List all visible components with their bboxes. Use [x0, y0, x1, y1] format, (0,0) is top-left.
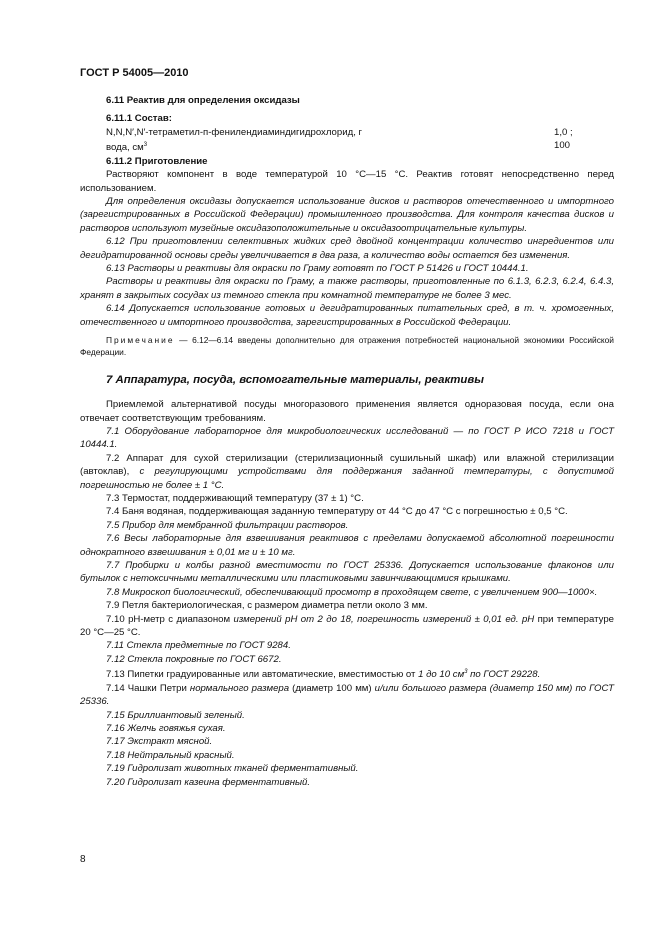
section-6-11-title: 6.11 Реактив для определения оксидазы [106, 95, 300, 106]
composition-name: вода, $см^3$ [106, 142, 148, 154]
paragraph: Приемлемой альтернативой посуды многоразового применения является одноразовая посуда, если она отвечает соответствующим требованиям. [80, 399, 614, 424]
section-6-12: 6.12 При приготовлении селективных жидких сред двойной концентрации количество ингредиентов или дегидратированной основы среды увеличивается в два раза, а количество воды остается без изменения. [80, 236, 614, 261]
list-item: 7.16 Желчь говяжья сухая. [106, 723, 226, 735]
list-item: 7.12 Стекла покровные по ГОСТ 6672. [106, 653, 282, 665]
composition-row-2 [80, 139, 640, 155]
list-item: 7.2 Аппарат для сухой стерилизации (стерилизационный сушильный шкаф) или влажной стерилизации (автоклав), с регулирующими устройствами для поддержания заданной температуры, с допустимой погрешностью не более ± 1 °С. [80, 452, 614, 491]
section-7-title: 7 Аппаратура, посуда, вспомогательные материалы, реактивы [106, 374, 484, 387]
list-item: 7.20 Гидролизат казеина ферментативный. [106, 776, 311, 788]
list-item: 7.9 Петля бактериологическая, с размером диаметра петли около 3 мм. [106, 600, 428, 612]
list-item: 7.11 Стекла предметные по ГОСТ 9284. [106, 640, 291, 652]
list-item: 7.7 Пробирки и колбы разной вместимости по ГОСТ 25336. Допускается использование флаконов или бутылок с нетоксичными металлическими или пластиковыми завинчивающимися крышками. [80, 559, 614, 585]
list-item: 7.8 Микроскоп биологический, обеспечивающий просмотр в проходящем свете, с увеличением 900—1000×. [106, 586, 598, 598]
page-number: 8 [80, 854, 86, 865]
composition-value: 1,0 ; [554, 126, 573, 138]
note-label: Примечание [106, 335, 175, 346]
list-item: 7.18 Нейтральный красный. [106, 749, 235, 761]
list-item: 7.13 Пипетки градуированные или автоматические, вместимостью от 1 до 10 $см^3$ по ГОСТ 29228. [106, 669, 541, 681]
note [80, 334, 614, 358]
composition-row-1 [80, 126, 640, 139]
document-body [80, 94, 614, 789]
list-item: 7.17 Экстракт мясной. [106, 736, 213, 748]
composition-value: 100 [554, 140, 571, 152]
section-6-11-1-title: 6.11.1 Состав: [106, 113, 172, 125]
composition-name: N,N,N′,N′-тетраметил-п-фенилендиаминдигидрохлорид, г [106, 126, 363, 138]
document-header: ГОСТ Р 54005—2010 [80, 67, 189, 79]
list-item: 7.4 Баня водяная, поддерживающая заданную температуру от 44 °С до 47 °С с погрешностью ± 0,5 °С. [106, 506, 568, 518]
section-6-13: 6.13 Растворы и реактивы для окраски по Граму готовят по ГОСТ Р 51426 и ГОСТ 10444.1. [106, 263, 529, 275]
paragraph: Растворы и реактивы для окраски по Граму, а также растворы, приготовленные по 6.1.3, 6.2.3, 6.2.4, 6.4.3, хранят в закрытых сосудах из темного стекла при комнатной температуре не более 3 мес. [80, 276, 614, 301]
list-item: 7.14 Чашки Петри нормального размера (диаметр 100 мм) и/или большого размера (диаметр 150 мм) по ГОСТ 25336. [80, 682, 614, 708]
section-6-11-2-title: 6.11.2 Приготовление [106, 155, 208, 167]
section-6-14: 6.14 Допускается использование готовых и дегидратированных питательных сред, в т. ч. хромогенных, отечественного и импортного производства, зарегистрированных в Российской Федерации. [80, 303, 614, 328]
list-item: 7.10 рН-метр с диапазоном измерений рН от 2 до 18, погрешность измерений ± 0,01 ед. рН при температуре 20 °С—25 °С. [80, 613, 614, 638]
list-item: 7.19 Гидролизат животных тканей ферментативный. [106, 763, 359, 775]
list-item: 7.6 Весы лабораторные для взвешивания реактивов с пределами допускаемой абсолютной погрешности однократного взвешивания ± 0,01 мг и ± 10 мг. [80, 533, 614, 558]
list-item: 7.1 Оборудование лабораторное для микробиологических исследований — по ГОСТ Р ИСО 7218 и ГОСТ 10444.1. [80, 425, 614, 451]
paragraph: Для определения оксидазы допускается использование дисков и растворов отечественного и импортного (зарегистрированных в Российской Федерации) промышленного производства. Для контроля качества дисков и растворов используют музейные оксидазоположительные и оксидазоотрицательные культуры. [80, 196, 614, 234]
paragraph: Растворяют компонент в воде температурой 10 °С—15 °С. Реактив готовят непосредственно перед использованием. [80, 169, 614, 194]
list-item: 7.5 Прибор для мембранной фильтрации растворов. [106, 519, 349, 531]
list-item: 7.3 Термостат, поддерживающий температуру (37 ± 1) °С. [106, 492, 364, 504]
list-item: 7.15 Бриллиантовый зеленый. [106, 709, 245, 721]
note-text: — 6.12—6.14 введены дополнительно для отражения потребностей национальной экономики Российской Федерации. [80, 335, 614, 358]
